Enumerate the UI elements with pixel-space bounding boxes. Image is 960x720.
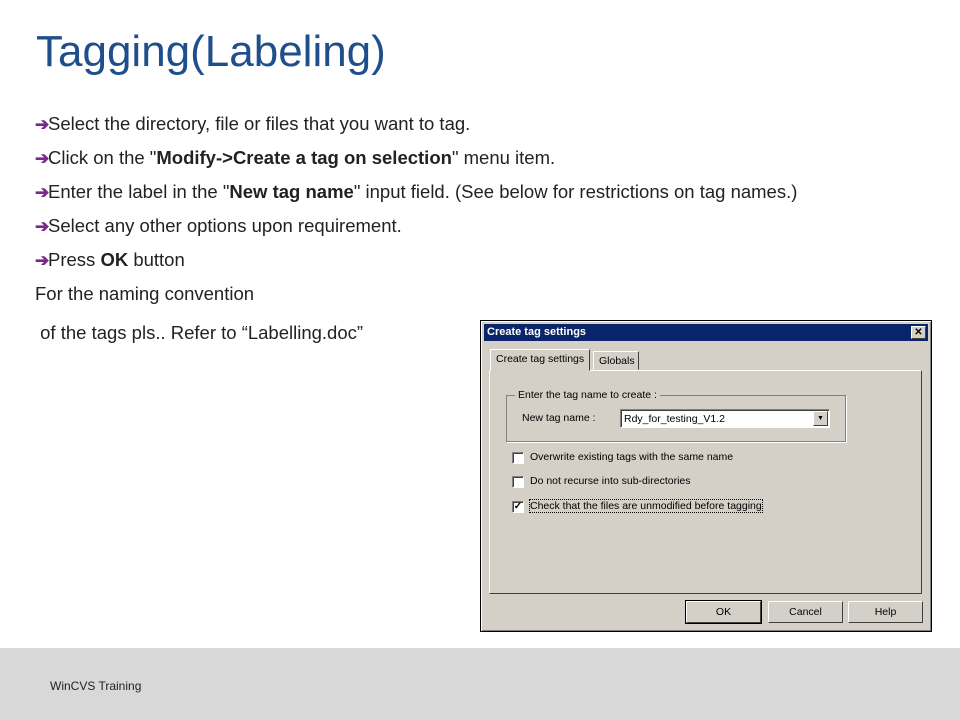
chevron-down-icon[interactable]: ▼ bbox=[813, 411, 828, 426]
close-icon[interactable]: ✕ bbox=[911, 326, 926, 339]
check-unmodified-label: Check that the files are unmodified before tagging bbox=[530, 500, 762, 512]
group-label: Enter the tag name to create : bbox=[515, 389, 660, 401]
no-recurse-label: Do not recurse into sub-directories bbox=[530, 475, 691, 487]
bullet-item bbox=[35, 181, 915, 203]
check-unmodified-checkbox[interactable]: ✓ bbox=[513, 501, 523, 512]
bullet-text: Select the directory, file or files that you want to tag. bbox=[48, 113, 471, 134]
bullet-item bbox=[35, 215, 915, 237]
help-button[interactable]: Help bbox=[848, 601, 923, 623]
arrow-bullet-icon: ➔ bbox=[35, 217, 50, 236]
tab-create-tag-settings[interactable]: Create tag settings bbox=[490, 349, 590, 371]
tab-globals[interactable]: Globals bbox=[593, 351, 639, 370]
ok-button[interactable]: OK bbox=[686, 601, 761, 623]
overwrite-tags-label: Overwrite existing tags with the same name bbox=[530, 451, 734, 463]
bullet-item bbox=[35, 113, 915, 135]
bullet-text: Enter the label in the " bbox=[48, 181, 230, 202]
new-tag-name-value: Rdy_for_testing_V1.2 bbox=[624, 413, 725, 425]
bullet-text: button bbox=[128, 249, 185, 270]
arrow-bullet-icon: ➔ bbox=[35, 183, 50, 202]
dialog-titlebar bbox=[484, 324, 928, 341]
footer-bar bbox=[0, 648, 960, 720]
arrow-bullet-icon: ➔ bbox=[35, 149, 50, 168]
overwrite-tags-checkbox[interactable] bbox=[512, 452, 524, 464]
naming-note-line2: of the tags pls.. Refer to “Labelling.doc” bbox=[35, 322, 364, 343]
slide-title: Tagging(Labeling) bbox=[36, 27, 386, 76]
arrow-bullet-icon: ➔ bbox=[35, 251, 50, 270]
bullet-bold-text: Modify->Create a tag on selection bbox=[156, 147, 452, 168]
bullet-item bbox=[35, 147, 915, 169]
bullet-item bbox=[35, 249, 915, 271]
dialog-title: Create tag settings bbox=[487, 326, 587, 338]
create-tag-dialog bbox=[480, 320, 932, 632]
bullet-text: " input field. (See below for restrictions on tag names.) bbox=[353, 181, 798, 202]
bullet-text: Click on the " bbox=[48, 147, 157, 168]
footer-text: WinCVS Training bbox=[50, 679, 142, 693]
new-tag-name-label: New tag name : bbox=[522, 412, 596, 424]
arrow-bullet-icon: ➔ bbox=[35, 115, 50, 134]
bullet-text: Press bbox=[48, 249, 101, 270]
new-tag-name-combobox[interactable] bbox=[620, 409, 830, 428]
bullet-bold-text: OK bbox=[100, 249, 129, 270]
bullet-text: Select any other options upon requirement. bbox=[48, 215, 402, 236]
naming-note-line1: For the naming convention bbox=[35, 283, 255, 304]
bullet-bold-text: New tag name bbox=[229, 181, 354, 202]
cancel-button[interactable]: Cancel bbox=[768, 601, 843, 623]
no-recurse-checkbox[interactable] bbox=[512, 476, 524, 488]
bullet-text: " menu item. bbox=[451, 147, 556, 168]
